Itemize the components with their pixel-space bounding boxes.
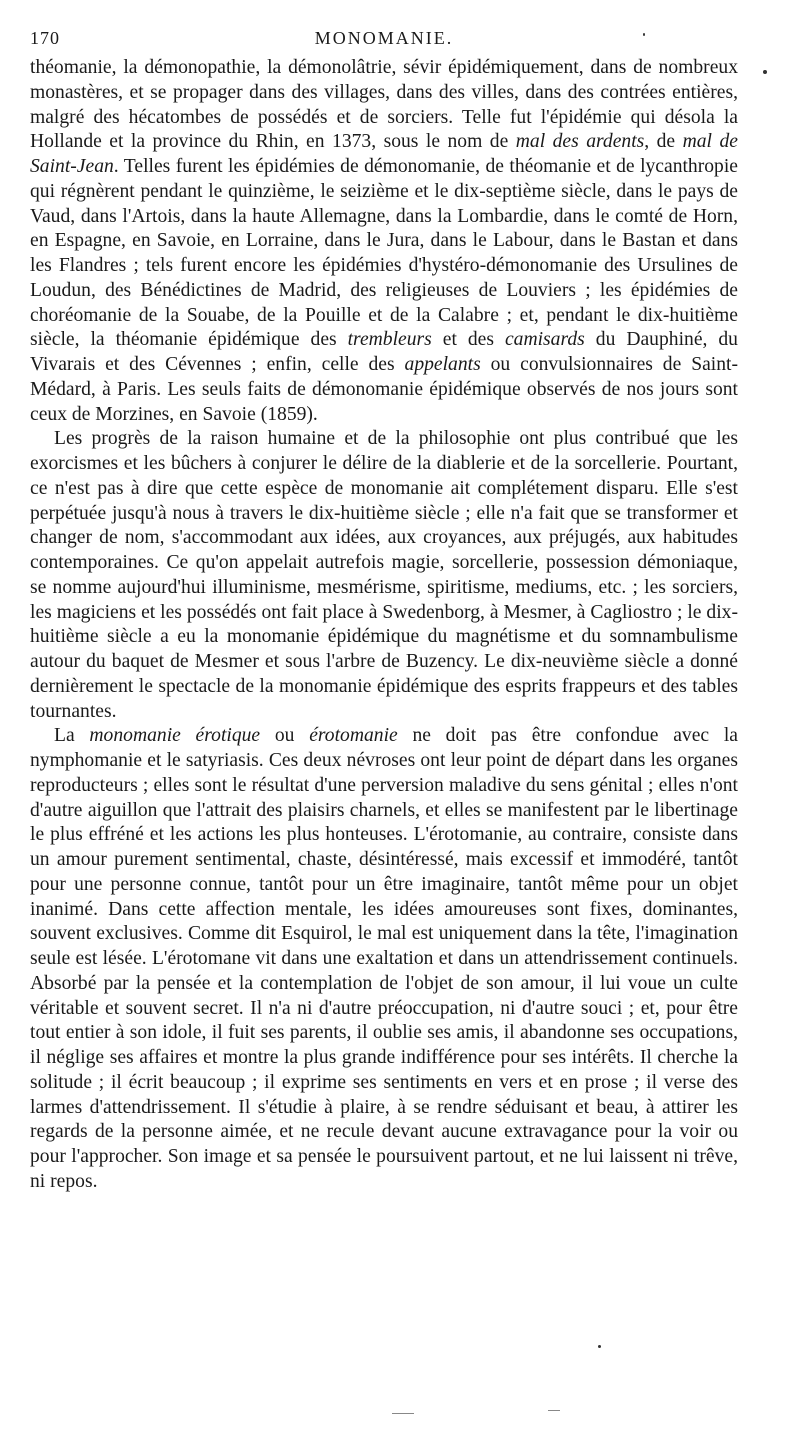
running-title: MONOMANIE. bbox=[314, 28, 454, 48]
text-run: . Telles furent les épidémies de démonomanie, de théomanie et de lycanthropie qui régnèrent pendant le quinzième, le seizième et le dix-septième siècle, dans le pays de Vaud, dans l'Artois, dans la haute Allemagne, dans la Lombardie, dans le comté de Horn, en Espagne, en Savoie, en Lorraine, dans le Jura, dans le Labour, dans le Bastan et dans les Flandres ; tels furent encore les épidémies d'hystéro-démonomanie des Ursulines de Loudun, des Bénédictines de Madrid, des religieuses de Louviers ; les épidémies de choréomanie de la Souabe, de la Pouille et de la Calabre ; et, pendant le dix-huitième siècle, la théomanie épidémique des bbox=[30, 156, 738, 351]
page-header bbox=[30, 28, 738, 56]
text-run: théomanie, la démonopathie, la démonolâtrie, sévir épidémiquement, dans de nombreux monastères, et se propager dans des villages, dans des villes, dans des contrées entières, malgré des hécatombes de possédés et de sorciers. Telle fut l'épidémie qui désola la Hollande et la province du Rhin, en 1373, sous le nom de bbox=[30, 57, 738, 153]
ink-speck bbox=[598, 1345, 601, 1348]
ink-dash bbox=[392, 1413, 414, 1414]
text-run: La bbox=[54, 725, 90, 747]
italic-text: camisards bbox=[504, 329, 585, 351]
text-run: , de bbox=[644, 131, 683, 153]
text-run: ou bbox=[260, 725, 310, 747]
text-run: et des bbox=[431, 329, 505, 351]
italic-text: érotomanie bbox=[309, 725, 398, 747]
body-text bbox=[30, 56, 738, 1195]
italic-text: trembleurs bbox=[347, 329, 432, 351]
text-run: du Dauphiné, du Vivarais et des Cévennes ; enfin, celle des bbox=[30, 329, 738, 375]
paragraph bbox=[30, 427, 738, 724]
paragraph bbox=[30, 724, 738, 1194]
italic-text: appelants bbox=[404, 354, 481, 375]
ink-speck bbox=[643, 33, 645, 36]
ink-dash bbox=[548, 1410, 560, 1411]
italic-text: monomanie érotique bbox=[89, 725, 261, 747]
italic-text: mal des ardents bbox=[515, 131, 645, 153]
italic-text: mal de Saint-Jean bbox=[30, 131, 738, 177]
text-run: ou convulsionnaires de Saint-Médard, à Paris. Les seuls faits de démonomanie épidémique observés de nos jours sont ceux de Morzines, en Savoie (1859). bbox=[30, 354, 738, 425]
page-number: 170 bbox=[30, 28, 60, 48]
book-page bbox=[30, 28, 738, 1195]
ink-speck bbox=[763, 70, 767, 74]
text-run: Les progrès de la raison humaine et de la philosophie ont plus contribué que les exorcismes et les bûchers à conjurer le délire de la diablerie et de la sorcellerie. Pourtant, ce n'est pas à dire que cette espèce de monomanie ait complétement disparu. Elle s'est perpétuée jusqu'à nous à travers le dix-huitième siècle ; elle n'a fait que se transformer et changer de nom, s'accommodant aux idées, aux croyances, aux préjugés, aux habitudes contemporaines. Ce qu'on appelait autrefois magie, sorcellerie, possession démoniaque, se nomme aujourd'hui illuminisme, mesmérisme, spiritisme, mediums, etc. ; les sorciers, les magiciens et les possédés ont fait place à Swedenborg, à Mesmer, à Cagliostro ; le dix-huitième siècle a eu la monomanie épidémique du magnétisme et du somnambulisme autour du baquet de Mesmer et sous l'arbre de Buzency. Le dix-neuvième siècle a donné dernièrement le spectacle de la monomanie épidémique des esprits frappeurs et des tables tournantes. bbox=[30, 428, 738, 722]
paragraph bbox=[30, 56, 738, 427]
text-run: ne doit pas être confondue avec la nymphomanie et le satyriasis. Ces deux névroses ont leur point de départ dans les organes reproducteurs ; elles sont le résultat d'une perversion maladive du sens génital ; elles n'ont d'autre aiguillon que l'attrait des plaisirs charnels, et elles se manifestent par le libertinage le plus effréné et les actions les plus honteuses. L'érotomanie, au contraire, consiste dans un amour purement sentimental, chaste, désintéressé, mais excessif et immodéré, tantôt pour une personne connue, tantôt pour un être imaginaire, tantôt même pour un objet inanimé. Dans cette affection mentale, les idées amoureuses sont fixes, dominantes, souvent exclusives. Comme dit Esquirol, le mal est uniquement dans la tête, l'imagination seule est lésée. L'érotomane vit dans une exaltation et dans un attendrissement continuels. Absorbé par la pensée et la contemplation de l'objet de son amour, il lui voue un culte véritable et souvent secret. Il n'a ni d'autre préoccupation, ni d'autre souci ; et, pour être tout entier à son idole, il fuit ses parents, il oublie ses amis, il abandonne ses occupations, il néglige ses affaires et montre la plus grande indifférence pour ses intérêts. Il cherche la solitude ; il écrit beaucoup ; il exprime ses sentiments en vers et en prose ; il verse des larmes d'attendrissement. Il s'étudie à plaire, à se rendre séduisant et beau, à attirer les regards de la personne aimée, et ne recule devant aucune extravagance pour la voir ou pour l'approcher. Son image et sa pensée le poursuivent partout, et ne lui laissent ni trêve, ni repos. bbox=[30, 725, 738, 1192]
